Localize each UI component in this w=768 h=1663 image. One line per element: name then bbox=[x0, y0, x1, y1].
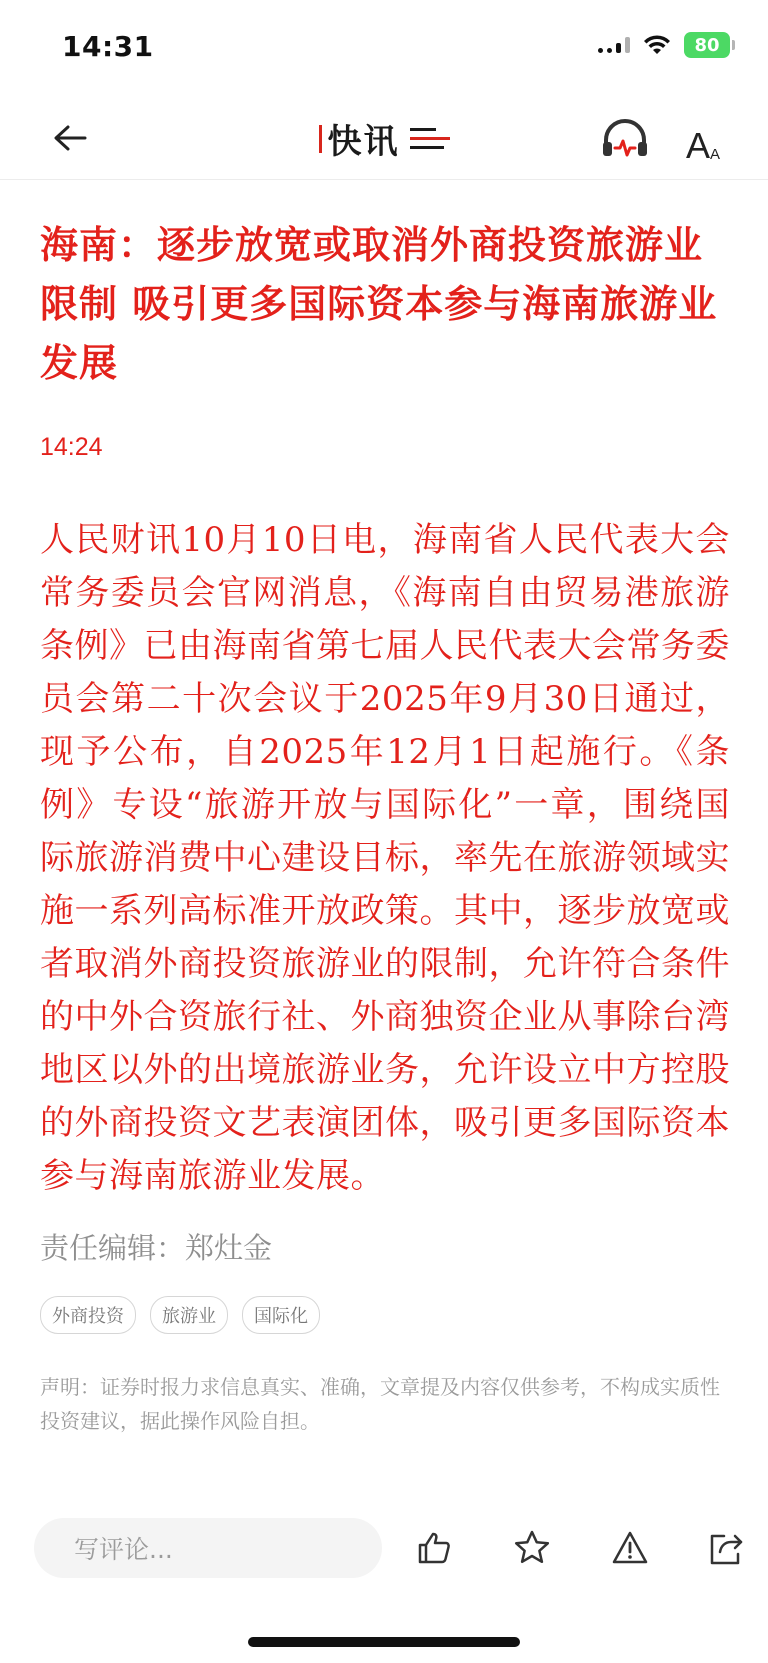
signal-icon bbox=[598, 37, 630, 53]
report-icon bbox=[611, 1530, 649, 1566]
like-button[interactable] bbox=[408, 1522, 460, 1574]
battery-level: 80 bbox=[694, 34, 720, 56]
article-time: 14:24 bbox=[40, 433, 103, 461]
status-time: 14:31 bbox=[62, 30, 154, 63]
comment-input[interactable]: 写评论... bbox=[34, 1518, 382, 1578]
tag-list bbox=[40, 1296, 320, 1334]
article-title: 海南：逐步放宽或取消外商投资旅游业限制 吸引更多国际资本参与海南旅游业发展 bbox=[40, 223, 718, 385]
like-icon bbox=[416, 1530, 452, 1566]
tag-internationalization[interactable]: 国际化 bbox=[242, 1296, 320, 1334]
report-button[interactable] bbox=[604, 1522, 656, 1574]
app-logo bbox=[0, 114, 768, 166]
favorite-icon bbox=[513, 1529, 551, 1567]
font-size-icon: A A bbox=[686, 125, 721, 166]
share-icon bbox=[707, 1530, 745, 1566]
share-button[interactable] bbox=[700, 1522, 752, 1574]
status-bar bbox=[0, 0, 768, 96]
tag-tourism[interactable]: 旅游业 bbox=[150, 1296, 228, 1334]
battery-icon bbox=[684, 32, 730, 58]
logo-text: 快讯 bbox=[327, 122, 400, 162]
font-size-button[interactable] bbox=[686, 114, 736, 164]
favorite-button[interactable] bbox=[506, 1522, 558, 1574]
article-editor: 责任编辑：郑灶金 bbox=[40, 1231, 273, 1265]
disclaimer: 声明：证券时报力求信息真实、准确，文章提及内容仅供参考，不构成实质性投资建议，据此操作风险自担。 bbox=[40, 1375, 720, 1433]
home-indicator[interactable] bbox=[248, 1637, 520, 1647]
nav-bar bbox=[0, 96, 768, 180]
article-body: 人民财讯10月10日电，海南省人民代表大会常务委员会官网消息，《海南自由贸易港旅游条例》已由海南省第七届人民代表大会常务委员会第二十次会议于2025年9月30日通过，现予公布，自2025年12月1日起施行。《条例》专设“旅游开放与国际化”一章，围绕国际旅游消费中心建设目标，率先在旅游领域实施一系列高标准开放政策。其中，逐步放宽或者取消外商投资旅游业的限制，允许符合条件的中外合资旅行社、外商独资企业从事除台湾地区以外的出境旅游业务，允许设立中方控股的外商投资文艺表演团体，吸引更多国际资本参与海南旅游业发展。 bbox=[40, 520, 730, 1196]
status-icons bbox=[598, 32, 730, 58]
headphones-icon bbox=[600, 114, 650, 164]
logo-mark bbox=[319, 125, 322, 153]
tag-foreign-investment[interactable]: 外商投资 bbox=[40, 1296, 136, 1334]
wifi-icon bbox=[642, 34, 672, 56]
logo-lines bbox=[410, 128, 450, 149]
audio-button[interactable] bbox=[600, 114, 650, 164]
